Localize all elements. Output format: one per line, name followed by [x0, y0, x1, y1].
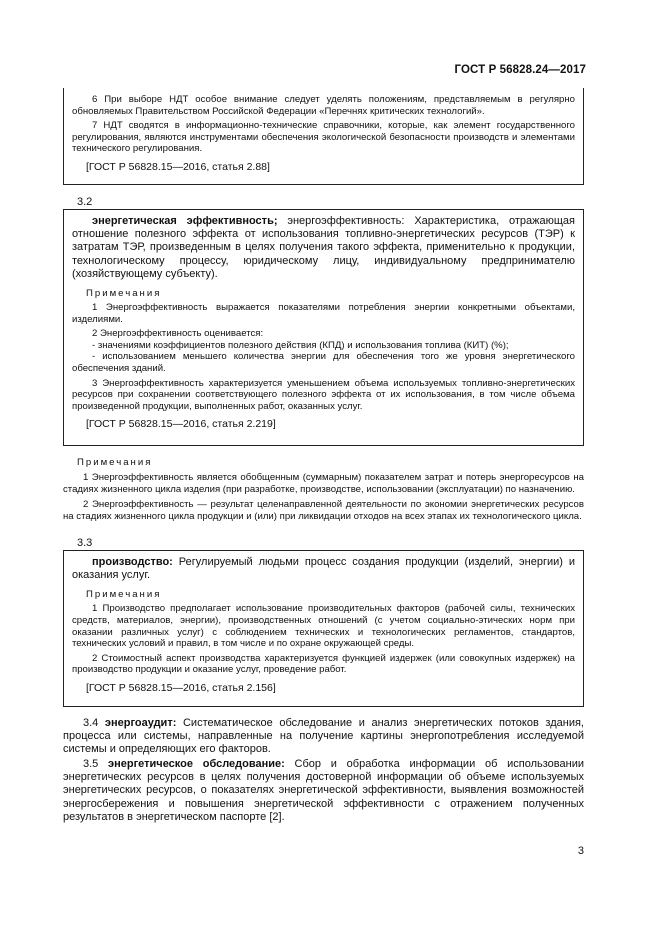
term-definition — [72, 556, 575, 582]
clause-number-3-2: 3.2 — [77, 196, 93, 208]
term-text: Сбор и обработка информации об использовании энергетических ресурсов в целях получения достоверной информации об объеме используемых энергетических ресурсов, о показателях энергетической эффективности, выявления возможностей энергосбережения и повышения энергетической эффективности с отражением полученных результатов в энергетическом паспорте [2]. — [63, 758, 584, 823]
term-definition — [72, 215, 575, 281]
document-header: ГОСТ Р 56828.24—2017 — [454, 64, 586, 76]
term-text: Систематическое обследование и анализ энергетических потоков здания, процесса или системы, направленные на получение картины энергопотребления исследуемой системы и определяющих его факторов. — [63, 717, 584, 756]
term-box-ndt — [63, 88, 584, 185]
term-text: энергоэффективность: Характеристика, отражающая отношение полезного эффекта от использования топливно-энергетических ресурсов (ТЭР) к затратам ТЭР, произведенным в целях получения такого эффекта, применительно к продукции, технологическому процессу, юридическому лицу, индивидуальному предпринимателю (хозяйствующему субъекту). — [72, 215, 576, 280]
note-2: 2 Энергоэффективность оценивается: — [92, 328, 264, 340]
notes-heading: Примечания — [86, 288, 162, 300]
note-2-item-a: - значениями коэффициентов полезного действия (КПД) и использования топлива (КИТ) (%); — [92, 339, 509, 351]
note-2: 2 Энергоэффективность — результат целенаправленной деятельности по экономии энергетических ресурсов на стадиях жизненного цикла продукции и (или) при ликвидации отходов на всех этапах их технологического цикла. — [63, 499, 584, 522]
term-name: энергетическая эффективность; — [92, 215, 278, 227]
page-number: 3 — [577, 845, 584, 857]
note-3: 3 Энергоэффективность характеризуется уменьшением объема используемых топливно-энергетических ресурсов при сохранении соответствующего полезного эффекта от их использования, в том числе объема произведенной продукции, выполненных работ, оказанных услуг. — [72, 377, 575, 412]
source-reference: [ГОСТ Р 56828.15—2016, статья 2.219] — [86, 418, 276, 431]
clause-3-5 — [63, 758, 584, 824]
term-name: энергетическое обследование: — [108, 758, 285, 770]
clause-3-4 — [63, 717, 584, 757]
note-2-item-b: - использованием меньшего количества энергии для обеспечения того же уровня энергетического обеспечения зданий. — [72, 351, 575, 374]
notes-block — [63, 457, 584, 522]
clause-number: 3.5 — [83, 758, 99, 770]
note-6: 6 При выборе НДТ особое внимание следует уделять положениям, представляемым в регулярно обновляемых Правительством Российской Федерации «Перечнях критических технологий». — [72, 94, 575, 117]
note-1: 1 Производство предполагает использование производительных факторов (рабочей силы, технических средств, материалов, энергии), производственных отношений (с учетом социально-этических норм при оказании различных услуг) с соблюдением технических и технологических регламентов, стандартов, технических условий и правил, в том числе и по охране окружающей среды. — [72, 603, 575, 650]
notes-heading: Примечания — [86, 589, 162, 601]
term-definition — [63, 758, 584, 824]
term-name: энергоаудит: — [104, 717, 177, 729]
note-7: 7 НДТ сводятся в информационно-технические справочники, которые, как элемент государственного регулирования, являются инструментами обеспечения экологической безопасности производств и элементами технического регулирования. — [72, 120, 575, 155]
clause-number-3-3: 3.3 — [77, 537, 93, 549]
term-text: Регулируемый людьми процесс создания продукции (изделий, энергии) и оказания услуг. — [72, 556, 575, 582]
term-box-production — [63, 550, 584, 707]
notes-heading: Примечания — [77, 457, 153, 468]
term-definition — [63, 717, 584, 757]
term-box-energy-efficiency — [63, 209, 584, 446]
note-1: 1 Энергоэффективность выражается показателями потребления энергии конкретными объектами, изделиями. — [72, 302, 575, 325]
clause-number: 3.4 — [83, 717, 99, 729]
note-1: 1 Энергоэффективность является обобщенным (суммарным) показателем затрат и потерь энергоресурсов на стадиях жизненного цикла изделия (при разработке, производстве, использовании (эксплуатации) по назначению. — [63, 472, 584, 495]
note-2: 2 Стоимостный аспект производства характеризуется функцией издержек (или совокупных издержек) на производство продукции и оказание услуг, проведение работ. — [72, 652, 575, 676]
source-reference: [ГОСТ Р 56828.15—2016, статья 2.156] — [86, 681, 276, 694]
source-reference: [ГОСТ Р 56828.15—2016, статья 2.88] — [86, 160, 270, 173]
term-name: производство: — [92, 556, 173, 568]
